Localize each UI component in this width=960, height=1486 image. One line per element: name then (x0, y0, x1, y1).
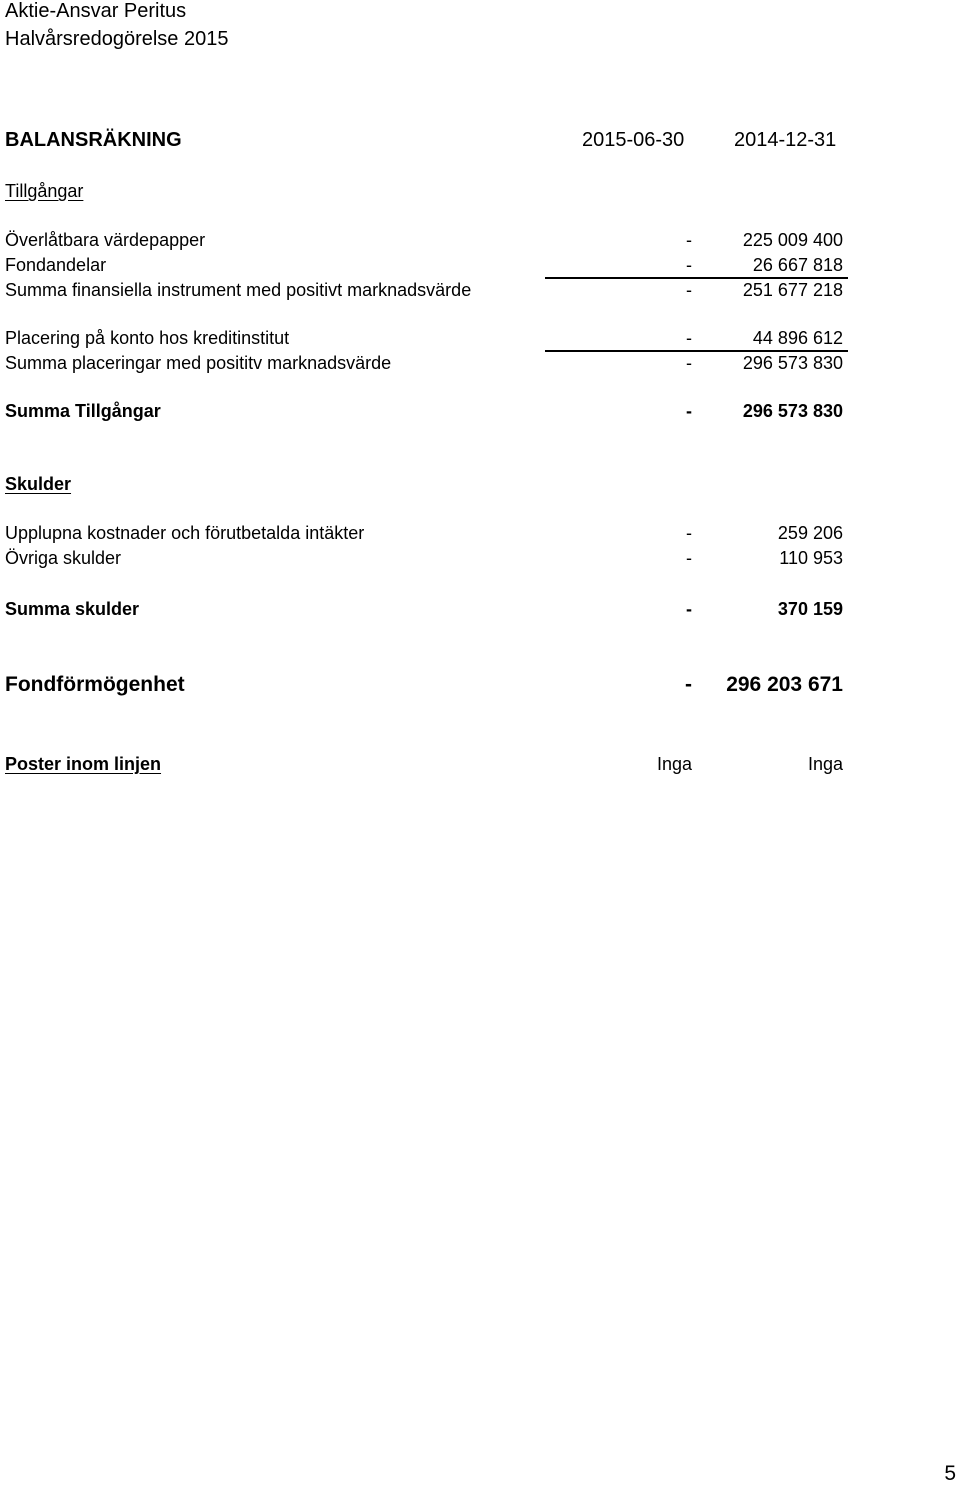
fund-capital-label: Fondförmögenhet (5, 673, 185, 696)
row-label: Summa finansiella instrument med positivt marknadsvärde (5, 280, 472, 300)
row-value-2015: - (686, 230, 692, 250)
off-balance-2015: Inga (656, 754, 692, 774)
liabilities-total-2014: 370 159 (777, 599, 843, 619)
row-label: Upplupna kostnader och förutbetalda intäkter (5, 523, 365, 543)
assets-total-2015: - (686, 401, 692, 421)
liabilities-total-label: Summa skulder (5, 599, 140, 619)
row-label: Fondandelar (5, 255, 107, 275)
row-value-2015: - (686, 328, 692, 348)
row-label: Summa placeringar med posititv marknadsvärde (5, 353, 392, 373)
column-date-1: 2015-06-30 (582, 129, 685, 151)
row-value-2015: - (686, 523, 692, 543)
subtotal-rule (545, 277, 848, 279)
assets-heading: Tillgångar (5, 181, 84, 201)
row-value-2014: 110 953 (779, 548, 843, 568)
row-value-2014: 44 896 612 (752, 328, 843, 348)
page-number: 5 (944, 1462, 956, 1485)
row-value-2015: - (686, 353, 692, 373)
off-balance-label: Poster inom linjen (5, 754, 162, 774)
row-value-2014: 26 667 818 (752, 255, 843, 275)
balance-title: BALANSRÄKNING (5, 129, 182, 151)
row-value-2015: - (686, 255, 692, 275)
report-title: Halvårsredogörelse 2015 (5, 28, 229, 50)
row-value-2014: 225 009 400 (742, 230, 843, 250)
liabilities-heading: Skulder (5, 474, 72, 494)
row-value-2015: - (686, 280, 692, 300)
fund-capital-2014: 296 203 671 (726, 673, 843, 696)
assets-total-2014: 296 573 830 (742, 401, 843, 421)
liabilities-total-2015: - (686, 599, 692, 619)
subtotal-rule (545, 350, 848, 352)
assets-total-label: Summa Tillgångar (5, 401, 161, 421)
company-name: Aktie-Ansvar Peritus (5, 0, 187, 22)
row-value-2015: - (686, 548, 692, 568)
column-date-2: 2014-12-31 (734, 129, 837, 151)
row-value-2014: 296 573 830 (742, 353, 843, 373)
row-label: Överlåtbara värdepapper (5, 230, 206, 250)
row-label: Placering på konto hos kreditinstitut (5, 328, 290, 348)
row-value-2014: 251 677 218 (742, 280, 843, 300)
fund-capital-2015: - (685, 673, 692, 696)
off-balance-2014: Inga (807, 754, 843, 774)
row-label: Övriga skulder (5, 548, 122, 568)
row-value-2014: 259 206 (777, 523, 843, 543)
